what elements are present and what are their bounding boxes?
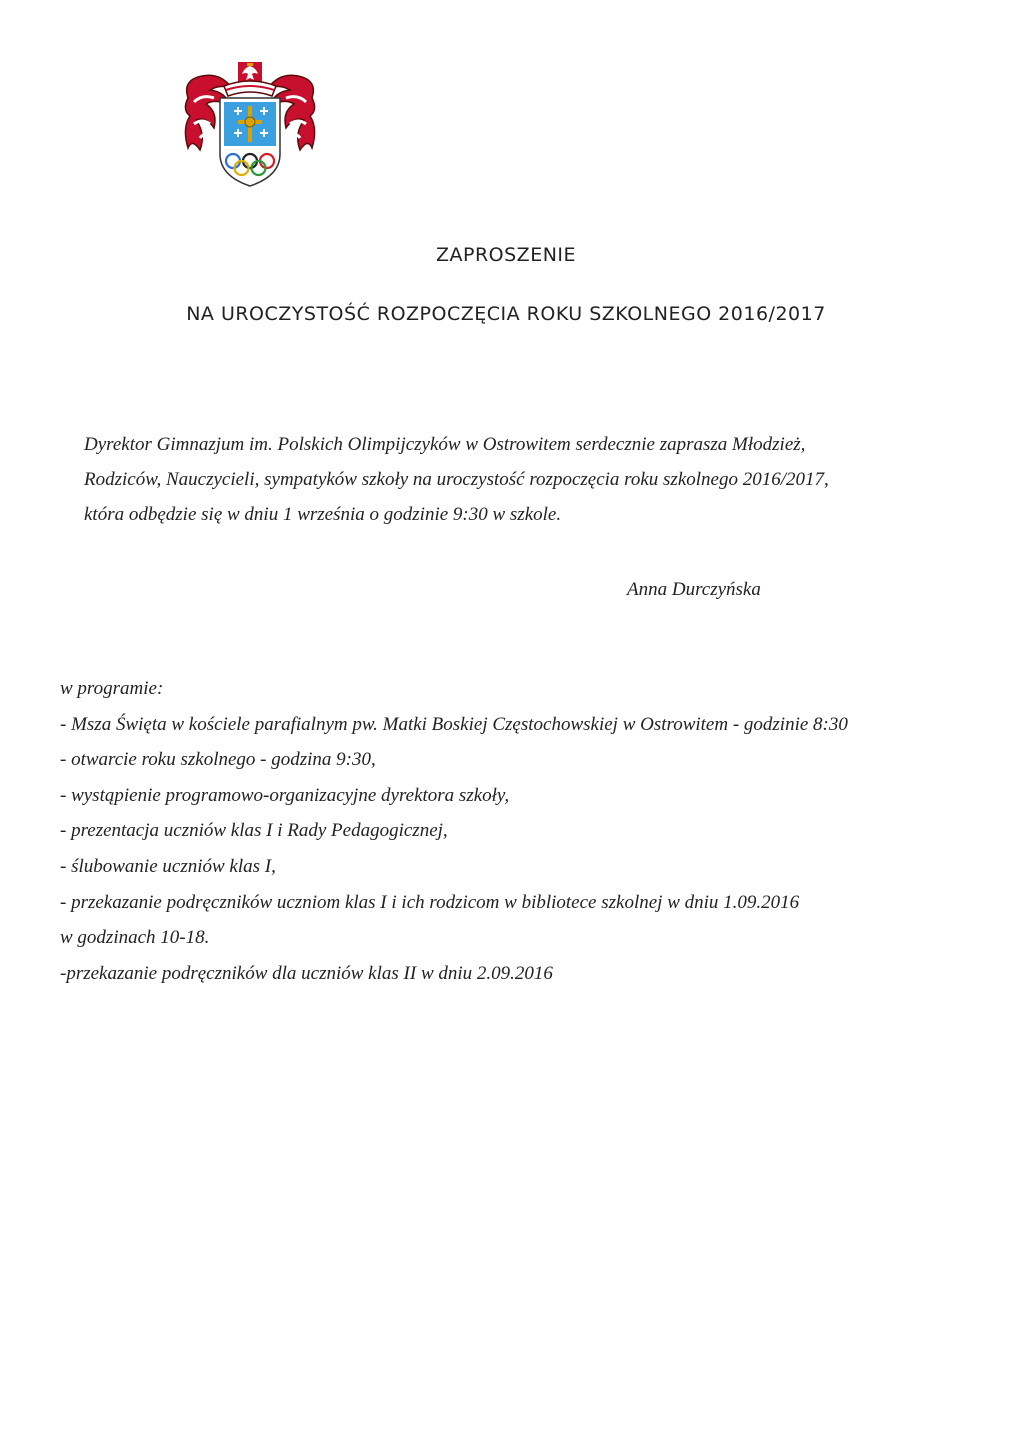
page-title: ZAPROSZENIE	[435, 244, 577, 266]
program-heading: w programie:	[60, 678, 164, 699]
program-item: - prezentacja uczniów klas I i Rady Pedagogicznej,	[60, 820, 448, 842]
signature: Anna Durczyńska	[627, 579, 761, 600]
program-item: - wystąpienie programowo-organizacyjne dyrektora szkoły,	[60, 784, 510, 806]
program-item: -przekazanie podręczników dla uczniów klas II w dniu 2.09.2016	[60, 962, 553, 984]
invitation-paragraph	[84, 427, 914, 532]
school-coat-of-arms-icon	[180, 58, 320, 190]
program-item: - przekazanie podręczników uczniom klas I i ich rodzicom w bibliotece szkolnej w dniu 1.09.2016	[60, 891, 800, 913]
invitation-line: Dyrektor Gimnazjum im. Polskich Olimpijczyków w Ostrowitem serdecznie zaprasza Młodzież,	[84, 434, 806, 455]
page-subtitle: NA UROCZYSTOŚĆ ROZPOCZĘCIA ROKU SZKOLNEGO 2016/2017	[186, 303, 826, 325]
program-item: - ślubowanie uczniów klas I,	[60, 855, 276, 877]
invitation-line: która odbędzie się w dniu 1 września o godzinie 9:30 w szkole.	[84, 504, 562, 525]
program-item: - otwarcie roku szkolnego - godzina 9:30,	[60, 749, 376, 771]
program-list	[60, 677, 960, 997]
program-item: w godzinach 10-18.	[60, 927, 210, 949]
program-item: - Msza Święta w kościele parafialnym pw. Matki Boskiej Częstochowskiej w Ostrowitem - godzinie 8:30	[60, 713, 848, 735]
invitation-line: Rodziców, Nauczycieli, sympatyków szkoły na uroczystość rozpoczęcia roku szkolnego 2016/2017,	[84, 469, 829, 490]
